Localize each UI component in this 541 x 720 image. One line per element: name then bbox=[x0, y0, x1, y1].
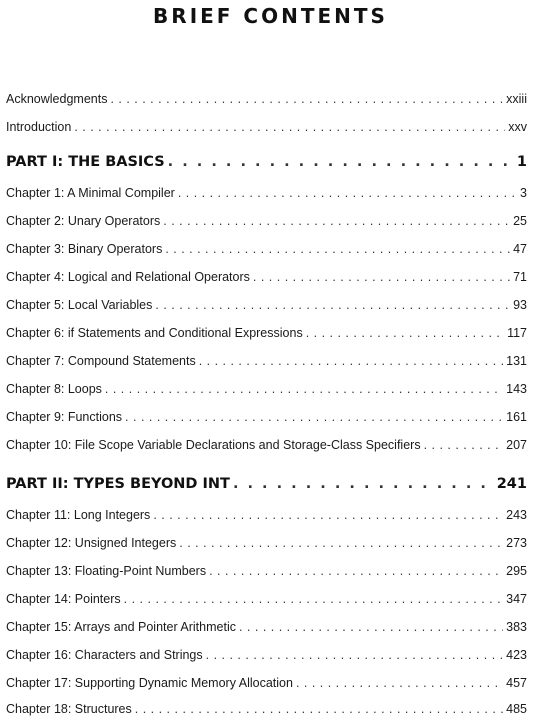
toc-chapter-page: 25 bbox=[513, 214, 527, 228]
toc-chapter-label: Chapter 4: Logical and Relational Operators bbox=[6, 270, 250, 284]
toc-chapter-label: Chapter 12: Unsigned Integers bbox=[6, 536, 177, 550]
toc-chapter-label: Chapter 2: Unary Operators bbox=[6, 214, 161, 228]
toc-chapter-page: 161 bbox=[506, 410, 527, 424]
toc-chapter-label: Chapter 15: Arrays and Pointer Arithmetic bbox=[6, 620, 236, 634]
dot-leader bbox=[179, 536, 503, 550]
toc-part-label: PART I: THE BASICS bbox=[6, 154, 165, 170]
dot-leader bbox=[110, 92, 503, 106]
dot-leader bbox=[209, 564, 503, 578]
dot-leader bbox=[105, 382, 503, 396]
toc-chapter-4[interactable] bbox=[6, 270, 527, 284]
toc-chapter-page: 295 bbox=[506, 564, 527, 578]
toc-chapter-page: 457 bbox=[506, 676, 527, 690]
dot-leader bbox=[253, 270, 510, 284]
toc-part-label: PART II: TYPES BEYOND INT bbox=[6, 476, 230, 492]
toc-chapter-page: 93 bbox=[513, 298, 527, 312]
dot-leader bbox=[165, 242, 510, 256]
toc-part-2[interactable] bbox=[6, 476, 527, 492]
toc-chapter-page: 485 bbox=[506, 702, 527, 716]
dot-leader bbox=[206, 648, 504, 662]
toc-chapter-page: 3 bbox=[520, 186, 527, 200]
toc-chapter-14[interactable] bbox=[6, 592, 527, 606]
toc-entry-page: xxiii bbox=[506, 92, 527, 106]
toc-chapter-label: Chapter 8: Loops bbox=[6, 382, 102, 396]
toc-entry-page: xxv bbox=[508, 120, 527, 134]
toc-chapter-page: 243 bbox=[506, 508, 527, 522]
dot-leader bbox=[124, 592, 503, 606]
toc-chapter-2[interactable] bbox=[6, 214, 527, 228]
toc-chapter-page: 71 bbox=[513, 270, 527, 284]
toc-chapter-label: Chapter 5: Local Variables bbox=[6, 298, 153, 312]
toc-chapter-label: Chapter 13: Floating-Point Numbers bbox=[6, 564, 207, 578]
dot-leader bbox=[296, 676, 503, 690]
toc-chapter-17[interactable] bbox=[6, 676, 527, 690]
toc-chapter-16[interactable] bbox=[6, 648, 527, 662]
toc-chapter-page: 383 bbox=[506, 620, 527, 634]
dot-leader bbox=[239, 620, 503, 634]
toc-chapter-12[interactable] bbox=[6, 536, 527, 550]
toc-chapter-label: Chapter 18: Structures bbox=[6, 702, 132, 716]
toc-entry-label: Acknowledgments bbox=[6, 92, 108, 106]
toc-part-page: 241 bbox=[496, 476, 527, 492]
dot-leader bbox=[306, 326, 504, 340]
toc-chapter-page: 273 bbox=[506, 536, 527, 550]
toc-chapter-label: Chapter 9: Functions bbox=[6, 410, 123, 424]
toc-chapter-7[interactable] bbox=[6, 354, 527, 368]
toc-chapter-label: Chapter 14: Pointers bbox=[6, 592, 121, 606]
dot-leader bbox=[199, 354, 503, 368]
toc-chapter-page: 207 bbox=[506, 438, 527, 452]
dot-leader bbox=[155, 298, 510, 312]
dot-leader bbox=[168, 154, 514, 170]
toc-chapter-label: Chapter 1: A Minimal Compiler bbox=[6, 186, 175, 200]
toc-chapter-page: 131 bbox=[506, 354, 527, 368]
dot-leader bbox=[74, 120, 505, 134]
toc-part-page: 1 bbox=[516, 154, 527, 170]
toc-entry-label: Introduction bbox=[6, 120, 72, 134]
toc-chapter-page: 143 bbox=[506, 382, 527, 396]
toc-chapter-6[interactable] bbox=[6, 326, 527, 340]
dot-leader bbox=[424, 438, 504, 452]
toc-chapter-13[interactable] bbox=[6, 564, 527, 578]
toc-entry-acknowledgments[interactable] bbox=[6, 92, 527, 106]
toc-chapter-15[interactable] bbox=[6, 620, 527, 634]
toc-chapter-label: Chapter 3: Binary Operators bbox=[6, 242, 163, 256]
dot-leader bbox=[233, 476, 494, 492]
toc-chapter-3[interactable] bbox=[6, 242, 527, 256]
toc-chapter-label: Chapter 16: Characters and Strings bbox=[6, 648, 203, 662]
toc-chapter-10[interactable] bbox=[6, 438, 527, 452]
toc-chapter-1[interactable] bbox=[6, 186, 527, 200]
toc-chapter-9[interactable] bbox=[6, 410, 527, 424]
page-title: BRIEF CONTENTS bbox=[153, 4, 388, 28]
toc-chapter-label: Chapter 10: File Scope Variable Declarations and Storage-Class Specifiers bbox=[6, 438, 421, 452]
toc-chapter-18[interactable] bbox=[6, 702, 527, 716]
toc-chapter-label: Chapter 17: Supporting Dynamic Memory Allocation bbox=[6, 676, 293, 690]
toc-chapter-page: 347 bbox=[506, 592, 527, 606]
toc-chapter-page: 423 bbox=[506, 648, 527, 662]
dot-leader bbox=[163, 214, 510, 228]
dot-leader bbox=[125, 410, 503, 424]
toc-chapter-page: 47 bbox=[513, 242, 527, 256]
toc-chapter-label: Chapter 7: Compound Statements bbox=[6, 354, 196, 368]
toc-part-1[interactable] bbox=[6, 154, 527, 170]
dot-leader bbox=[178, 186, 517, 200]
toc-chapter-page: 117 bbox=[507, 326, 527, 340]
dot-leader bbox=[153, 508, 503, 522]
toc-chapter-label: Chapter 6: if Statements and Conditional Expressions bbox=[6, 326, 303, 340]
toc-chapter-5[interactable] bbox=[6, 298, 527, 312]
toc-chapter-label: Chapter 11: Long Integers bbox=[6, 508, 151, 522]
toc-chapter-11[interactable] bbox=[6, 508, 527, 522]
toc-chapter-8[interactable] bbox=[6, 382, 527, 396]
toc-entry-introduction[interactable] bbox=[6, 120, 527, 134]
dot-leader bbox=[135, 702, 503, 716]
